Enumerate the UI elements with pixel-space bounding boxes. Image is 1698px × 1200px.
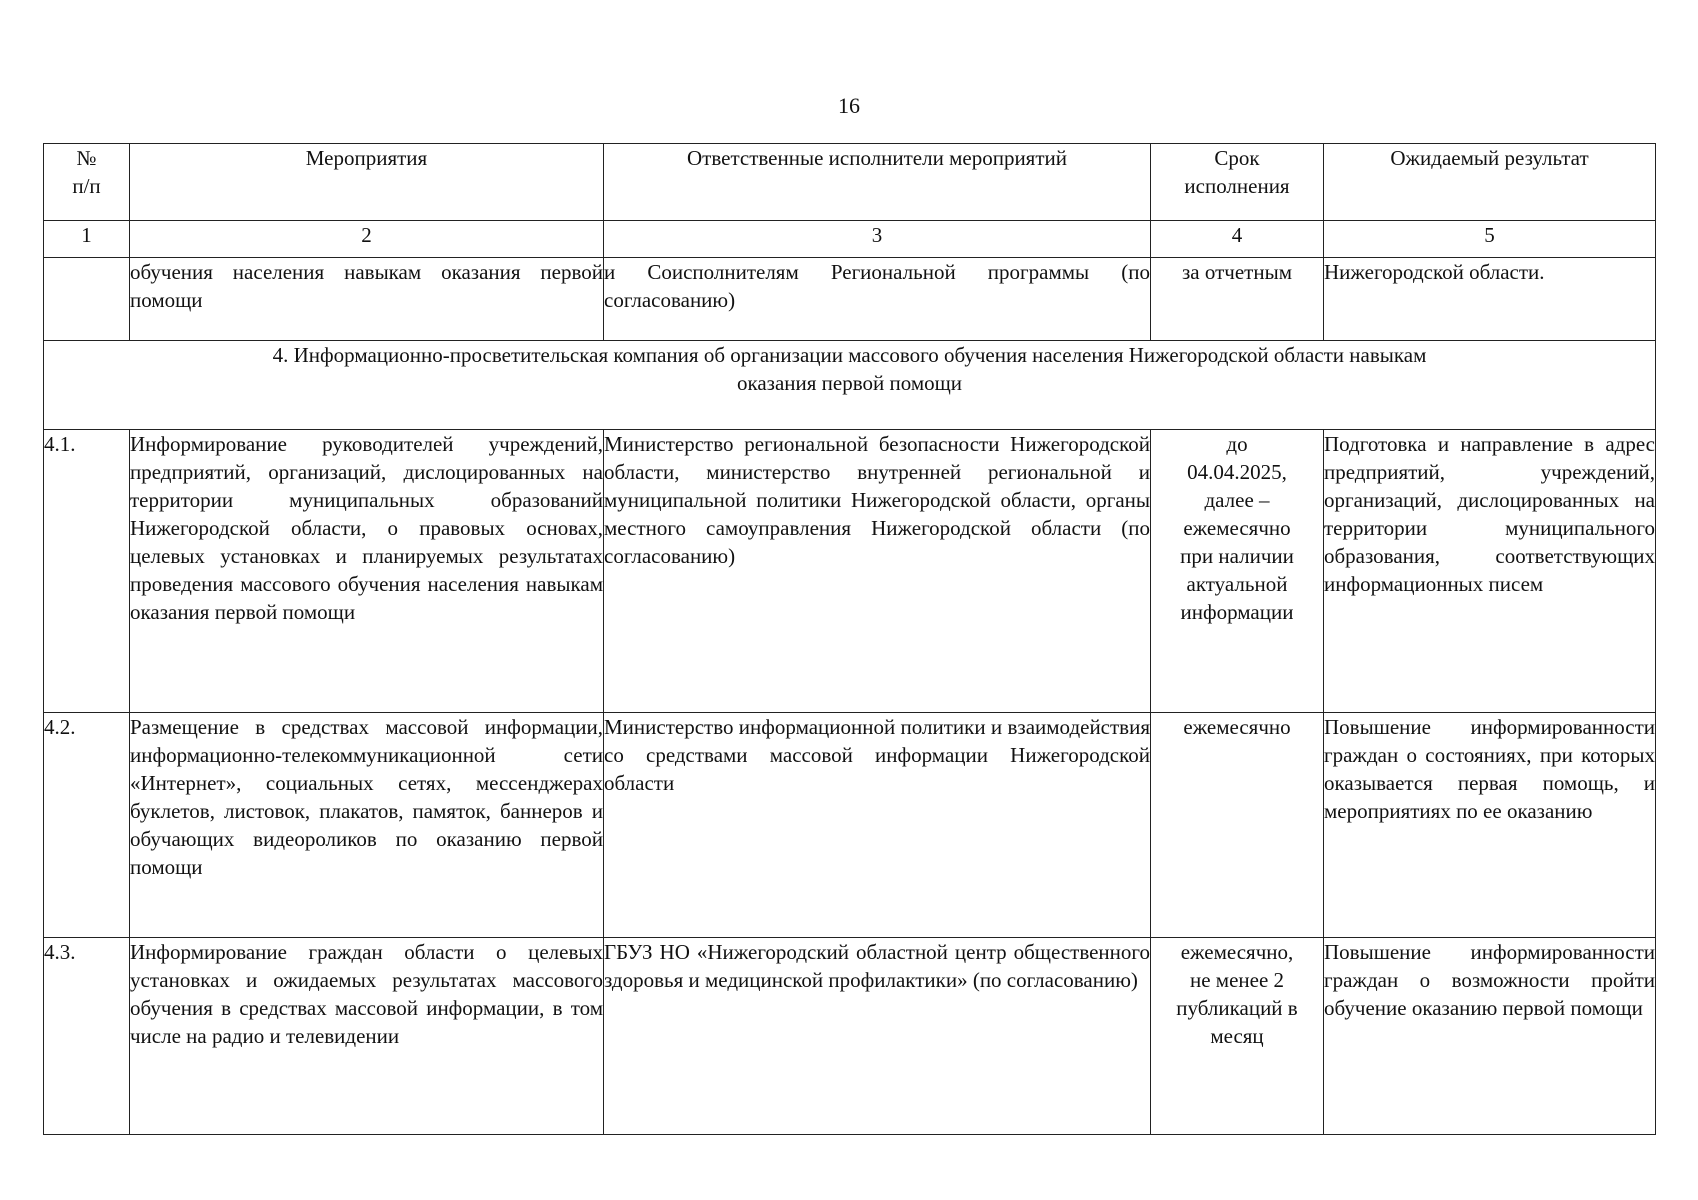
row-number: 4.1. <box>44 430 130 713</box>
row-executor: Министерство информационной политики и взаимодействия со средствами массовой информации Нижегородской области <box>604 713 1151 938</box>
row-deadline: за отчетным <box>1151 258 1324 341</box>
row-deadline <box>1151 713 1324 938</box>
page-number: 16 <box>838 93 860 118</box>
row-activity: Информирование руководителей учреждений, предприятий, организаций, дислоцированных на территории муниципальных образований Нижегородской области, о правовых основах, целевых установках и планируемых результатах проведения массового обучения населения навыкам оказания первой помощи <box>130 430 604 713</box>
column-index: 1 <box>44 221 130 258</box>
row-executor: ГБУЗ НО «Нижегородский областной центр общественного здоровья и медицинской профилактики» (по согласованию) <box>604 938 1151 1135</box>
row-executor: и Соисполнителям Региональной программы (по согласованию) <box>604 258 1151 341</box>
header-deadline <box>1151 144 1324 221</box>
row-result: Подготовка и направление в адрес предприятий, учреждений, организаций, дислоцированных на территории муниципального образования, соответствующих информационных писем <box>1324 430 1656 713</box>
deadline-line: ежемесячно, <box>1180 940 1294 964</box>
header-num <box>44 144 130 221</box>
row-result: Нижегородской области. <box>1324 258 1656 341</box>
section-heading-line1: 4. Информационно-просветительская компания об организации массового обучения населения Нижегородской области навыкам <box>272 343 1427 367</box>
column-index-row <box>44 221 1656 258</box>
column-index: 5 <box>1324 221 1656 258</box>
row-number <box>44 258 130 341</box>
row-result: Повышение информированности граждан о возможности пройти обучение оказанию первой помощи <box>1324 938 1656 1135</box>
activities-table <box>43 143 1656 1135</box>
row-deadline <box>1151 430 1324 713</box>
header-deadline-line2: исполнения <box>1184 174 1290 198</box>
row-activity: Информирование граждан области о целевых установках и ожидаемых результатах массового обучения в средствах массовой информации, в том числе на радио и телевидении <box>130 938 604 1135</box>
deadline-line: ежемесячно <box>1183 715 1291 739</box>
column-index: 2 <box>130 221 604 258</box>
row-activity: обучения населения навыкам оказания первой помощи <box>130 258 604 341</box>
column-index: 3 <box>604 221 1151 258</box>
row-activity: Размещение в средствах массовой информации, информационно-телекоммуникационной сети «Интернет», социальных сетях, мессенджерах буклетов, листовок, плакатов, памяток, баннеров и обучающих видеороликов по оказанию первой помощи <box>130 713 604 938</box>
section-heading-line2: оказания первой помощи <box>736 371 963 395</box>
section-heading <box>44 341 1656 430</box>
header-result: Ожидаемый результат <box>1324 144 1656 221</box>
deadline-line: месяц <box>1210 1024 1264 1048</box>
deadline-line: далее – <box>1204 488 1270 512</box>
header-deadline-line1: Срок <box>1214 146 1260 170</box>
column-index: 4 <box>1151 221 1324 258</box>
row-number: 4.3. <box>44 938 130 1135</box>
header-num-line2: п/п <box>72 174 101 198</box>
deadline-line: 04.04.2025, <box>1187 460 1287 484</box>
table-row <box>44 938 1656 1135</box>
header-num-line1: № <box>76 146 97 170</box>
row-result: Повышение информированности граждан о состояниях, при которых оказывается первая помощь, и мероприятиях по ее оказанию <box>1324 713 1656 938</box>
deadline-line: информации <box>1180 600 1294 624</box>
table-row <box>44 430 1656 713</box>
row-number: 4.2. <box>44 713 130 938</box>
table-row <box>44 713 1656 938</box>
row-deadline <box>1151 938 1324 1135</box>
deadline-line: при наличии <box>1180 544 1294 568</box>
header-executors: Ответственные исполнители мероприятий <box>604 144 1151 221</box>
deadline-line: публикаций в <box>1176 996 1298 1020</box>
deadline-line: ежемесячно <box>1183 516 1291 540</box>
deadline-line: актуальной <box>1186 572 1288 596</box>
row-executor: Министерство региональной безопасности Нижегородской области, министерство внутренней региональной и муниципальной политики Нижегородской области, органы местного самоуправления Нижегородской области (по согласованию) <box>604 430 1151 713</box>
deadline-line: до <box>1226 432 1248 456</box>
table-header-row <box>44 144 1656 221</box>
section-heading-row <box>44 341 1656 430</box>
continuation-row <box>44 258 1656 341</box>
deadline-line: не менее 2 <box>1189 968 1285 992</box>
header-activities: Мероприятия <box>130 144 604 221</box>
